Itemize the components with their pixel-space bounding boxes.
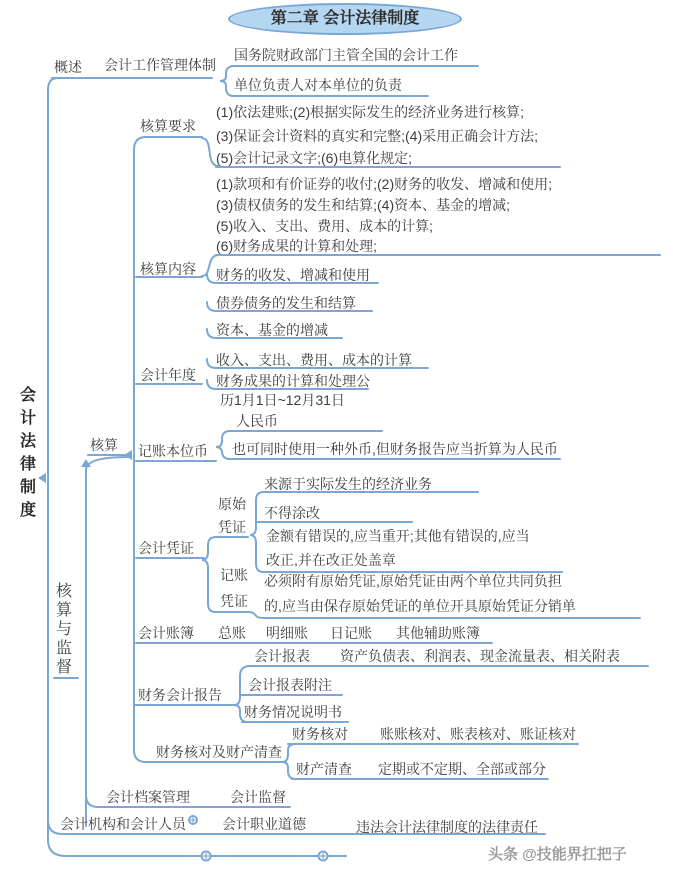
node-accounting-label[interactable]: 核算 bbox=[90, 437, 118, 453]
node-book-voucher-l2[interactable]: 凭证 bbox=[220, 593, 248, 609]
node-base-currency[interactable]: 记账本位币 bbox=[138, 443, 208, 459]
node-accounting-and-supervision[interactable]: 核算与监督 bbox=[56, 583, 73, 676]
node-content-sub3[interactable]: 资本、基金的增减 bbox=[216, 322, 328, 338]
node-content-sub2[interactable]: 债券债务的发生和结算 bbox=[216, 295, 356, 311]
node-fin-report[interactable]: 财务会计报告 bbox=[138, 687, 222, 703]
brace-voucher bbox=[202, 537, 216, 612]
node-content-sub4[interactable]: 收入、支出、费用、成本的计算 bbox=[216, 352, 412, 368]
node-general-ledger[interactable]: 总账 bbox=[218, 625, 246, 641]
watermark: 头条 @技能界扛把子 bbox=[488, 846, 627, 863]
node-must-attach-l1[interactable]: 必须附有原始凭证,原始凭证由两个单位共同负担 bbox=[264, 573, 562, 589]
node-requirements-line3[interactable]: (5)会计记录文字;(6)电算化规定; bbox=[216, 150, 412, 166]
node-fin-check[interactable]: 财务核对 bbox=[292, 726, 348, 742]
node-archives[interactable]: 会计档案管理 bbox=[106, 789, 190, 805]
node-content-line4[interactable]: (6)财务成果的计算和处理; bbox=[216, 238, 377, 254]
collapse-button[interactable] bbox=[202, 852, 211, 861]
node-fiscal-year-text[interactable]: 历1月1日~12月31日 bbox=[220, 392, 345, 408]
node-unit-head[interactable]: 单位负责人对本单位的负责 bbox=[234, 77, 402, 93]
node-requirements-line2[interactable]: (3)保证会计资料的真实和完整;(4)采用正确会计方法; bbox=[216, 128, 538, 144]
node-fiscal-year[interactable]: 会计年度 bbox=[140, 367, 196, 383]
node-inventory-label[interactable]: 财产清查 bbox=[296, 761, 352, 777]
node-requirements-label[interactable]: 核算要求 bbox=[140, 118, 196, 134]
node-statement-notes[interactable]: 会计报表附注 bbox=[248, 677, 332, 693]
node-work-mgmt-system[interactable]: 会计工作管理体制 bbox=[104, 57, 216, 73]
node-content-line2[interactable]: (3)债权债务的发生和结算;(4)资本、基金的增减; bbox=[216, 197, 510, 213]
node-no-alter[interactable]: 不得涂改 bbox=[264, 505, 320, 521]
node-overview[interactable]: 概述 bbox=[54, 59, 82, 75]
node-voucher-label[interactable]: 会计凭证 bbox=[138, 540, 194, 556]
node-content-sub1[interactable]: 财务的收发、增减和使用 bbox=[216, 267, 370, 283]
node-content-sub5[interactable]: 财务成果的计算和处理公 bbox=[216, 373, 370, 389]
node-statements-list[interactable]: 资产负债表、利润表、现金流量表、相关附表 bbox=[340, 648, 620, 664]
node-books-label[interactable]: 会计账簿 bbox=[138, 625, 194, 641]
node-content-label[interactable]: 核算内容 bbox=[140, 261, 196, 277]
node-org-personnel[interactable]: 会计机构和会计人员 bbox=[60, 816, 186, 832]
collapse-button[interactable] bbox=[319, 852, 328, 861]
node-amount-err-l1[interactable]: 金额有错误的,应当重开;其他有错误的,应当 bbox=[266, 528, 530, 544]
node-content-line1[interactable]: (1)款项和有价证券的收付;(2)财务的收发、增减和使用; bbox=[216, 176, 552, 192]
chapter-title-node[interactable]: 第二章 会计法律制度 bbox=[228, 3, 462, 35]
node-foreign-currency[interactable]: 也可同时使用一种外币,但财务报告应当折算为人民币 bbox=[232, 441, 558, 457]
brace-mgmt bbox=[220, 66, 234, 96]
node-amount-err-l2[interactable]: 改正,并在改正处盖章 bbox=[266, 552, 396, 568]
node-journal[interactable]: 日记账 bbox=[330, 625, 372, 641]
brace-currency bbox=[216, 431, 230, 459]
arrow-hesuan bbox=[124, 450, 132, 460]
node-must-attach-l2[interactable]: 的,应当由保存原始凭证的单位开具原始凭证分销单 bbox=[264, 598, 576, 614]
node-orig-source[interactable]: 来源于实际发生的经济业务 bbox=[264, 476, 432, 492]
node-fin-condition[interactable]: 财务情况说明书 bbox=[244, 704, 342, 720]
node-requirements-line1[interactable]: (1)依法建账;(2)根据实际发生的经济业务进行核算; bbox=[216, 104, 524, 120]
node-rmb[interactable]: 人民币 bbox=[236, 413, 278, 429]
node-state-council[interactable]: 国务院财政部门主管全国的会计工作 bbox=[234, 47, 458, 63]
node-content-line3[interactable]: (5)收入、支出、费用、成本的计算; bbox=[216, 218, 433, 234]
brace-orig-voucher bbox=[250, 492, 264, 572]
node-fin-check-list[interactable]: 账账核对、账表核对、账证核对 bbox=[380, 726, 576, 742]
node-check-and-inventory[interactable]: 财务核对及财产清查 bbox=[156, 744, 282, 760]
node-inventory-list[interactable]: 定期或不定期、全部或部分 bbox=[378, 761, 546, 777]
node-supervision[interactable]: 会计监督 bbox=[230, 789, 286, 805]
node-ethics[interactable]: 会计职业道德 bbox=[222, 816, 306, 832]
root-node[interactable]: 会计法律制度 bbox=[20, 387, 37, 519]
arrow-root bbox=[38, 473, 46, 483]
node-orig-voucher-l1[interactable]: 原始 bbox=[218, 496, 246, 512]
node-legal-liability[interactable]: 违法会计法律制度的法律责任 bbox=[356, 819, 538, 835]
node-other-ledgers[interactable]: 其他辅助账簿 bbox=[396, 625, 480, 641]
node-book-voucher-l1[interactable]: 记账 bbox=[220, 567, 248, 583]
collapse-button[interactable] bbox=[189, 816, 197, 824]
brace-inventory bbox=[282, 744, 296, 779]
node-orig-voucher-l2[interactable]: 凭证 bbox=[218, 519, 246, 535]
node-statements-label[interactable]: 会计报表 bbox=[254, 648, 310, 664]
node-detail-ledger[interactable]: 明细账 bbox=[266, 625, 308, 641]
